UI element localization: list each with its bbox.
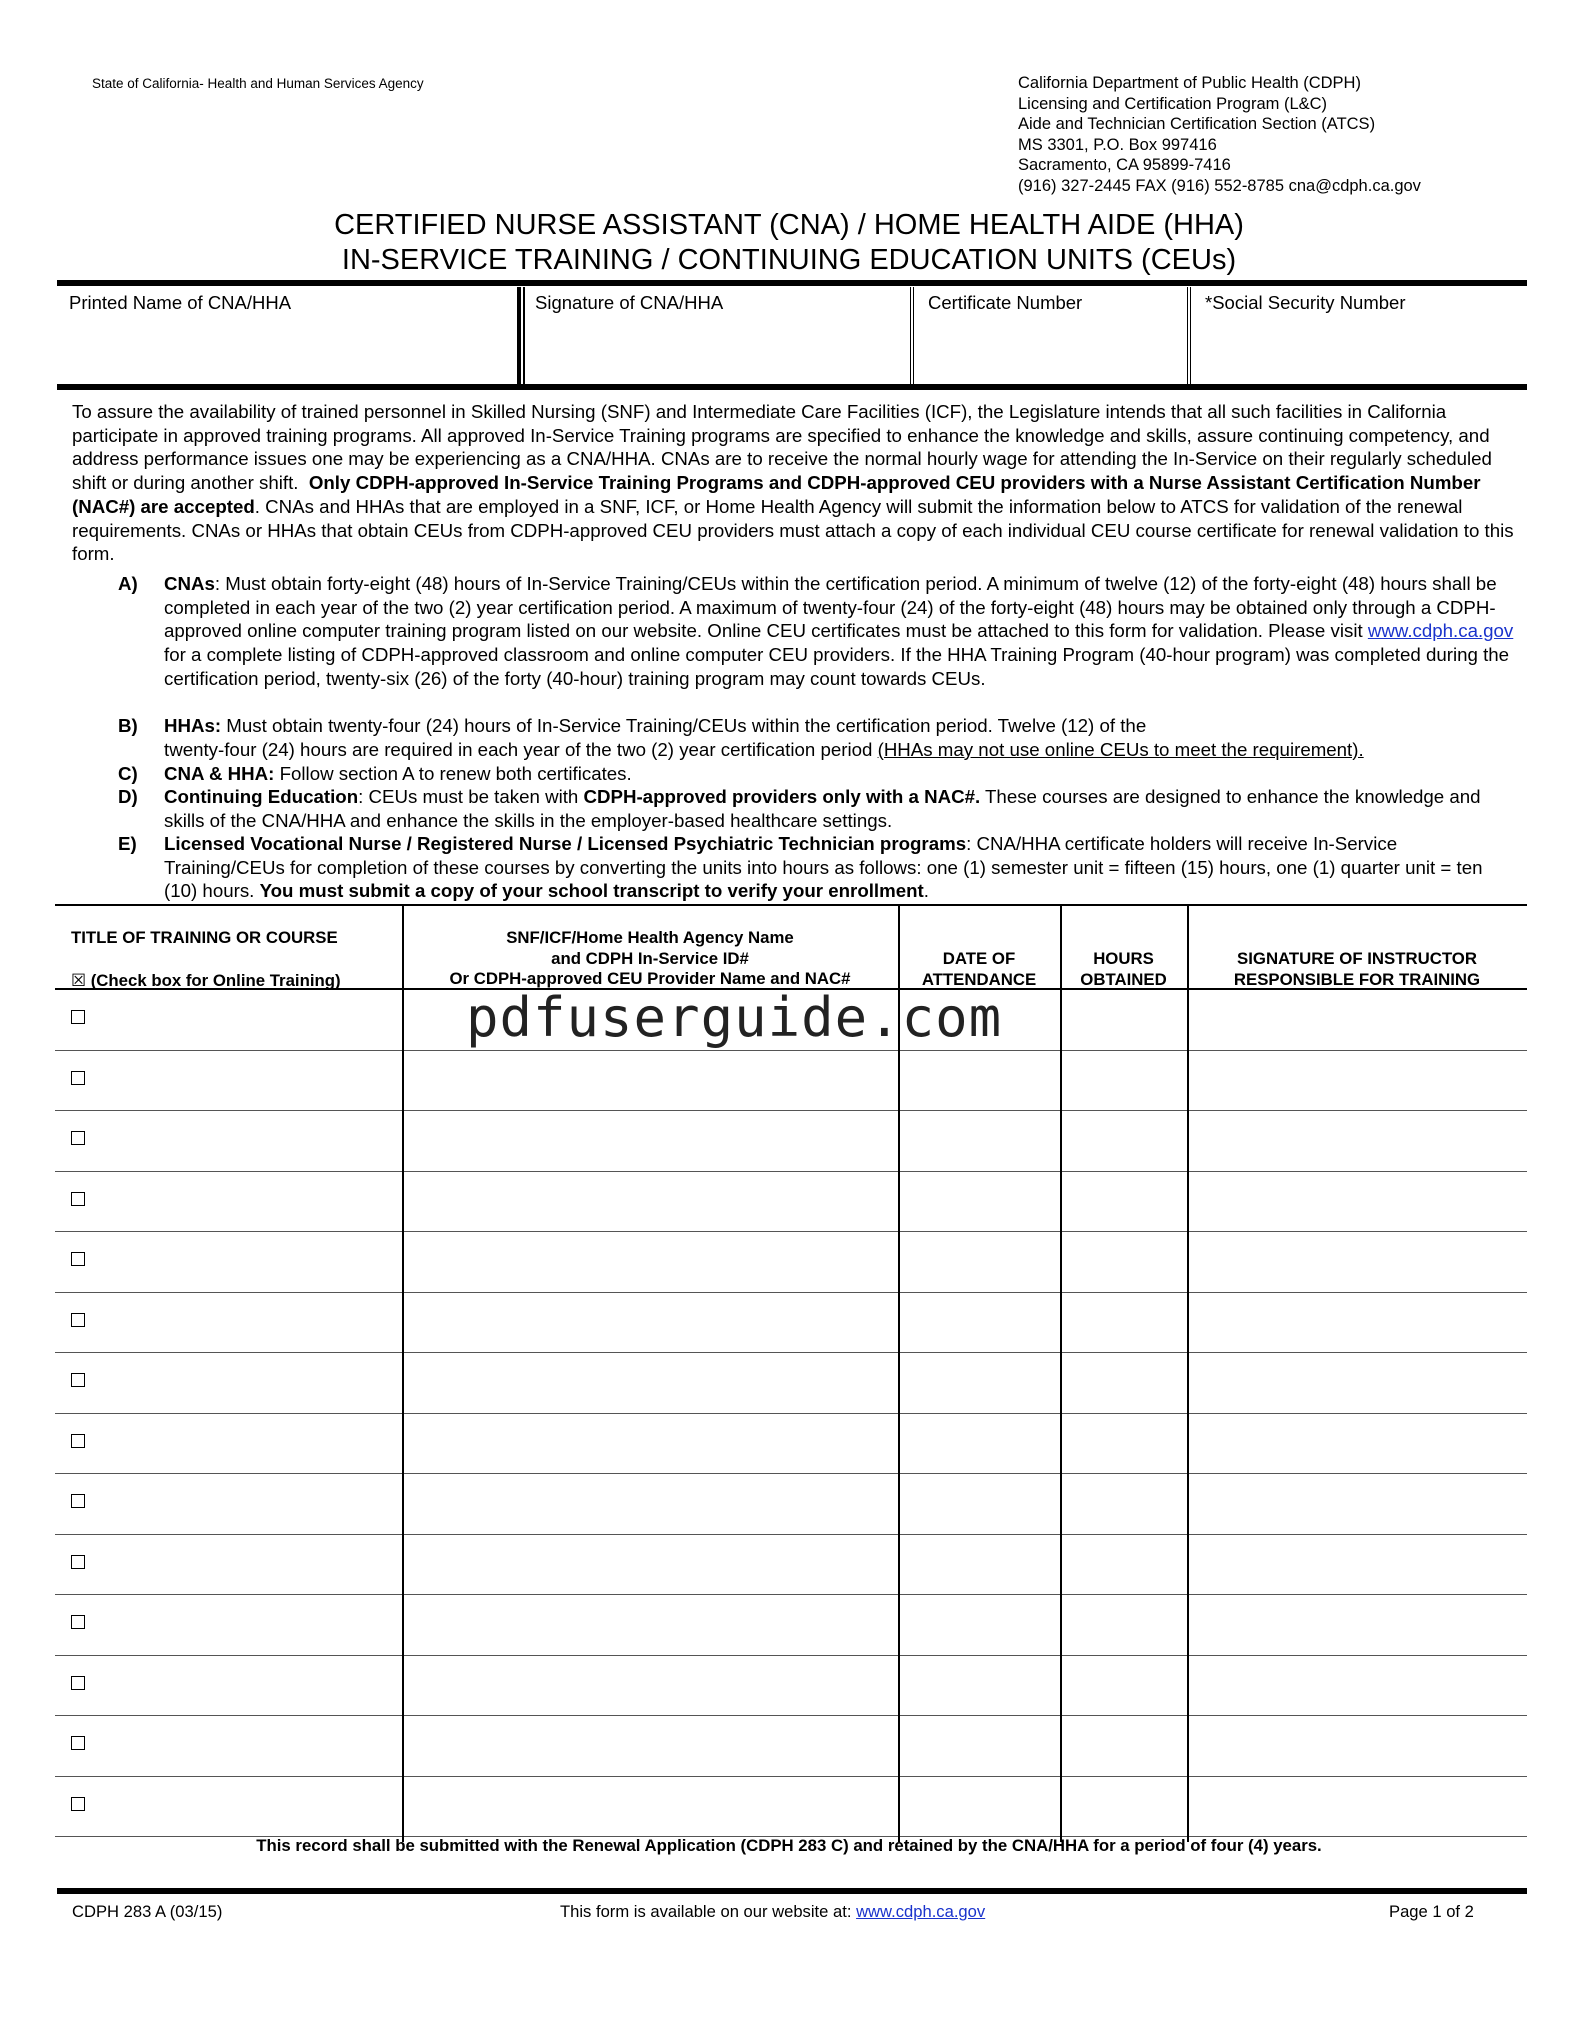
item-text: : Must obtain forty-eight (48) hours of In-Service Training/CEUs within the certification period. A minimum of twelve (12) of the forty-eight (48) hours shall be completed in each year of the two (2) year certification period. A maximum of twenty-four (24) of the forty-eight (48) hours may be obtained only through a CDPH-approved online computer training program listed on our website. Online CEU certificates must be attached to this form for validation. Please visit (164, 573, 1497, 642)
col-date-header: DATE OF ATTENDANCE (921, 949, 1037, 989)
retention-footnote: This record shall be submitted with the Renewal Application (CDPH 283 C) and retained by the CNA/HHA for a period of four (4) years. (256, 1836, 1322, 1855)
cell-divider (519, 287, 525, 385)
agency-name-left: State of California- Health and Human Services Agency (92, 76, 424, 91)
item-text: Follow section A to renew both certificates. (274, 763, 632, 784)
website-note (560, 1902, 985, 1922)
certificate-number-label: Certificate Number (928, 292, 1083, 313)
item-label: Licensed Vocational Nurse / Registered Nurse / Licensed Psychiatric Technician programs (164, 833, 967, 854)
table-row (55, 1353, 1527, 1414)
online-training-checkbox[interactable] (71, 1373, 85, 1387)
table-row (55, 1172, 1527, 1233)
table-row (55, 1414, 1527, 1475)
title-line-2: IN-SERVICE TRAINING / CONTINUING EDUCATION UNITS (CEUs) (341, 244, 1237, 276)
online-training-checkbox[interactable] (71, 1797, 85, 1811)
online-training-checkbox[interactable] (71, 1252, 85, 1266)
item-letter: E) (118, 833, 137, 854)
online-training-checkbox[interactable] (71, 1131, 85, 1145)
online-training-checkbox[interactable] (71, 1676, 85, 1690)
item-label: HHAs: (164, 715, 222, 736)
certificate-number-field[interactable] (910, 287, 1190, 385)
table-row (55, 1111, 1527, 1172)
online-training-checkbox[interactable] (71, 1555, 85, 1569)
address-line: California Department of Public Health (CDPH) (1018, 74, 1361, 92)
item-letter: A) (118, 573, 138, 594)
website-note-text: This form is available on our website at: (560, 1902, 857, 1921)
table-row (55, 1777, 1527, 1838)
address-line: Sacramento, CA 95899-7416 (1018, 156, 1231, 175)
col-title-header: TITLE OF TRAINING OR COURSE ☒ (Check box for Online Training) (71, 928, 341, 990)
column-divider (1187, 904, 1189, 1842)
online-training-checkbox[interactable] (71, 1615, 85, 1629)
item-text: for a complete listing of CDPH-approved classroom and online computer CEU providers. If the HHA Training Program (40-hour program) was completed during the certification period, twenty-six (26) of the forty (40-hour) training program may count towards CEUs. (164, 644, 1510, 689)
intro-bold-text: Only CDPH-approved In-Service Training Programs and CDPH-approved CEU providers with a Nurse Assistant Certification Number (NAC#) are accepted (72, 472, 1481, 517)
footer-double-rule (57, 1888, 1527, 1894)
table-header (55, 904, 1527, 990)
signature-label: Signature of CNA/HHA (535, 292, 724, 313)
ssn-label: *Social Security Number (1205, 292, 1406, 313)
item-bold-text: You must submit a copy of your school transcript to verify your enrollment (259, 880, 924, 902)
table-row (55, 1595, 1527, 1656)
column-divider (402, 904, 404, 1842)
form-title (0, 208, 1578, 278)
double-rule-bottom (57, 384, 1527, 390)
ssn-field[interactable] (1187, 287, 1527, 385)
address-line: MS 3301, P.O. Box 997416 (1018, 135, 1217, 154)
online-training-checkbox[interactable] (71, 1736, 85, 1750)
agency-address-block (1018, 73, 1421, 197)
intro-text: To assure the availability of trained personnel in Skilled Nursing (SNF) and Intermediate Care Facilities (ICF), the Legislature intends that all such facilities in California participate in approved training programs. All approved In-Service Training programs are specified to enhance the knowledge and skills, assure continuing competency, and address performance issues one may be experiencing as a CNA/HHA. CNAs are to receive the normal hourly wage for attending the In-Service on their regularly scheduled shift or during another shift. (72, 401, 1492, 494)
page-number: Page 1 of 2 (1389, 1902, 1474, 1921)
footer-website-link[interactable]: www.cdph.ca.gov (856, 1902, 986, 1921)
online-checkbox-hint: ☒ (Check box for Online Training) (71, 970, 341, 990)
item-text: Must obtain twenty-four (24) hours of In-Service Training/CEUs within the certification period. Twelve (12) of the (221, 715, 1147, 736)
item-text: twenty-four (24) hours are required in each year of the two (2) year certification period (164, 738, 878, 760)
item-label: CNAs (164, 573, 215, 594)
col-hours-header: HOURS OBTAINED (1080, 949, 1167, 989)
item-bold-text: CDPH-approved providers only with a NAC#. (583, 786, 981, 807)
table-row (55, 1232, 1527, 1293)
online-training-checkbox[interactable] (71, 1071, 85, 1085)
item-label: Continuing Education (164, 786, 359, 807)
intro-text-end: . CNAs and HHAs that are employed in a SNF, ICF, or Home Health Agency will submit the information below to ATCS for validation of the renewal requirements. CNAs or HHAs that obtain CEUs from CDPH-approved CEU providers must attach a copy of each individual CEU course certificate for renewal validation to this form. (72, 495, 1514, 565)
item-text: : CEUs must be taken with (358, 786, 584, 807)
address-line: Aide and Technician Certification Section (ATCS) (1018, 115, 1376, 134)
table-row (55, 1656, 1527, 1717)
signature-field[interactable] (519, 287, 914, 385)
address-line: Licensing and Certification Program (L&C) (1018, 94, 1328, 113)
item-letter: D) (118, 786, 138, 807)
item-text: . (923, 880, 929, 902)
online-training-checkbox[interactable] (71, 1494, 85, 1508)
col-provider-header: SNF/ICF/Home Health Agency Name and CDPH In-Service ID# Or CDPH-approved CEU Provider Name and NAC# (449, 928, 851, 988)
printed-name-label: Printed Name of CNA/HHA (69, 292, 292, 313)
form-id: CDPH 283 A (03/15) (72, 1902, 223, 1921)
address-line: (916) 327-2445 FAX (916) 552-8785 cna@cdph.ca.gov (1018, 176, 1421, 195)
online-training-checkbox[interactable] (71, 1192, 85, 1206)
online-training-checkbox[interactable] (71, 1010, 85, 1024)
printed-name-field[interactable] (57, 287, 519, 385)
item-letter: B) (118, 715, 138, 736)
col-signature-header: SIGNATURE OF INSTRUCTOR RESPONSIBLE FOR TRAINING (1233, 949, 1481, 989)
table-row (55, 1293, 1527, 1354)
item-text: : CNA/HHA certificate holders will receive In-Service Training/CEUs for completion of these courses by converting the units into hours as follows: one (1) semester unit = fifteen (15) hours, one (1) quarter unit = ten (10) hours. (164, 833, 1483, 902)
table-row (55, 1474, 1527, 1535)
double-rule-top (57, 280, 1527, 286)
item-letter: C) (118, 763, 138, 784)
item-underlined-text: (HHAs may not use online CEUs to meet the requirement). (877, 738, 1364, 760)
item-label: CNA & HHA: (164, 763, 275, 784)
online-training-checkbox[interactable] (71, 1434, 85, 1448)
column-divider (1060, 904, 1062, 1842)
cdph-website-link[interactable]: www.cdph.ca.gov (1367, 620, 1514, 642)
watermark: pdfuserguide.com (466, 986, 1003, 1049)
item-text: These courses are designed to enhance the knowledge and skills of the CNA/HHA and enhance the skills in the employer-based healthcare settings. (164, 786, 1481, 831)
table-row (55, 1535, 1527, 1596)
table-row (55, 1051, 1527, 1112)
title-line-1: CERTIFIED NURSE ASSISTANT (CNA) / HOME HEALTH AIDE (HHA) (334, 209, 1244, 241)
online-training-checkbox[interactable] (71, 1313, 85, 1327)
table-row (55, 1716, 1527, 1777)
intro-paragraph (72, 400, 1520, 566)
